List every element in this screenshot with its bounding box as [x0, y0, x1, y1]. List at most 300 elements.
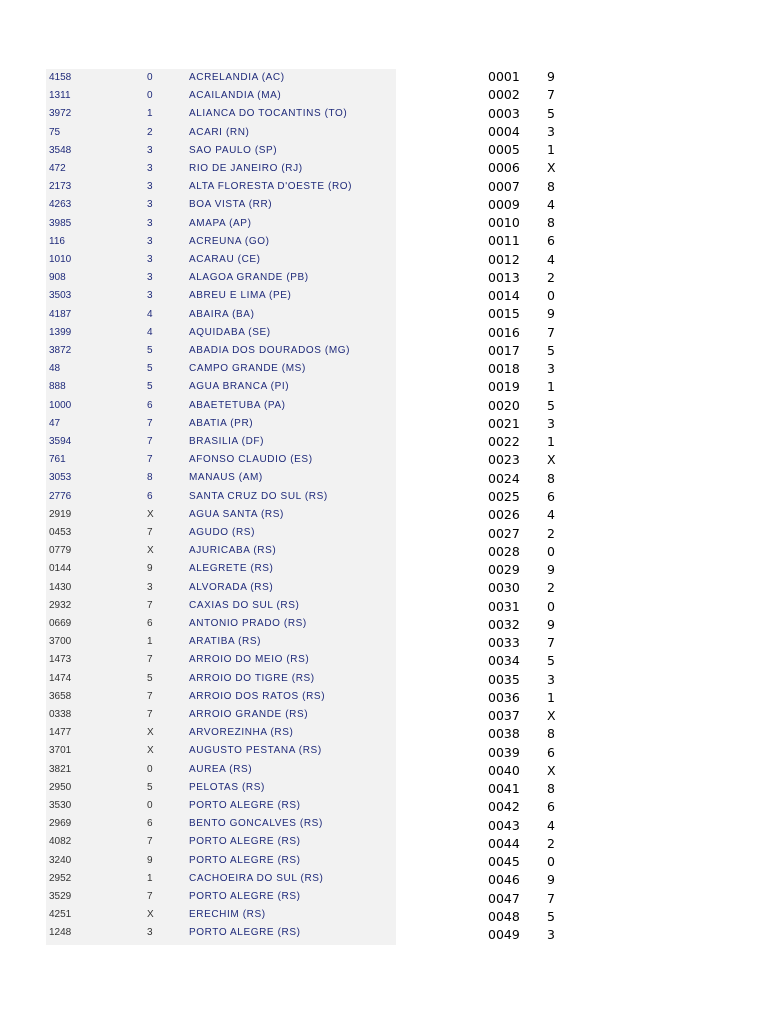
check-digit: 7: [147, 599, 153, 611]
check-digit: 0: [147, 72, 153, 83]
sequence-number: 0043: [488, 817, 520, 833]
city-name: ALIANCA DO TOCANTINS (TO): [189, 108, 348, 120]
table-row: [46, 196, 396, 214]
list-item: [488, 908, 588, 926]
municipality-code: 48: [49, 363, 61, 375]
list-item: [488, 835, 588, 853]
sequence-number: 0027: [488, 525, 520, 541]
city-name: AFONSO CLAUDIO (ES): [189, 454, 313, 466]
table-row: [46, 451, 396, 469]
list-item: [488, 798, 588, 816]
sequence-number: 0034: [488, 653, 520, 669]
municipality-code: 2173: [49, 181, 72, 193]
municipality-code: 1000: [49, 399, 72, 411]
table-row: [46, 397, 396, 415]
sequence-number: 0045: [488, 854, 520, 870]
sequence-number: 0031: [488, 598, 520, 614]
city-name: PORTO ALEGRE (RS): [189, 927, 301, 939]
check-digit: 3: [147, 927, 153, 939]
check-digit: 5: [547, 397, 555, 413]
check-digit: 9: [147, 854, 153, 866]
check-digit: 1: [547, 434, 555, 450]
list-item: [488, 890, 588, 908]
municipality-code: 2950: [49, 781, 72, 793]
table-row: [46, 633, 396, 651]
city-name: AUGUSTO PESTANA (RS): [189, 745, 322, 757]
city-name: ARROIO GRANDE (RS): [189, 709, 309, 720]
municipality-code: 4158: [49, 72, 72, 83]
municipality-code: 3503: [49, 290, 72, 302]
list-item: [488, 470, 588, 488]
table-row: [46, 870, 396, 888]
sequence-number: 0014: [488, 288, 520, 304]
check-digit: X: [147, 727, 154, 739]
city-name: RIO DE JANEIRO (RJ): [189, 163, 303, 174]
city-name: ERECHIM (RS): [189, 909, 266, 921]
check-digit: 1: [147, 872, 153, 884]
check-digit: 3: [147, 144, 153, 156]
check-digit: 7: [547, 324, 555, 340]
check-digit: 3: [147, 290, 153, 302]
check-digit: 3: [147, 217, 153, 229]
list-item: [488, 415, 588, 433]
sequence-number: 0039: [488, 744, 520, 760]
list-item: [488, 269, 588, 287]
list-item: [488, 178, 588, 196]
sequence-number: 0006: [488, 160, 520, 176]
check-digit: 5: [147, 781, 153, 793]
municipality-code: 3700: [49, 636, 72, 648]
list-item: [488, 725, 588, 743]
check-digit: 0: [547, 854, 555, 870]
city-name: PELOTAS (RS): [189, 781, 265, 793]
table-row: [46, 688, 396, 706]
check-digit: 3: [547, 123, 555, 139]
check-digit: 0: [547, 543, 555, 559]
table-row: [46, 852, 396, 870]
city-name: ABADIA DOS DOURADOS (MG): [189, 345, 351, 356]
check-digit: 3: [547, 927, 555, 943]
municipality-code: 3701: [49, 745, 72, 757]
list-item: [488, 488, 588, 506]
check-digit: 4: [547, 817, 555, 833]
city-name: ARROIO DOS RATOS (RS): [189, 690, 326, 702]
check-digit: 6: [147, 818, 153, 830]
sequence-number: 0032: [488, 616, 520, 632]
table-row: [46, 342, 396, 360]
municipality-code: 3594: [49, 436, 72, 447]
check-digit: 9: [547, 616, 555, 632]
table-row: [46, 160, 396, 178]
list-item: [488, 451, 588, 469]
list-item: [488, 305, 588, 323]
check-digit: 0: [147, 800, 153, 811]
city-name: PORTO ALEGRE (RS): [189, 836, 301, 848]
city-code-table: [46, 69, 396, 945]
check-digit: 4: [547, 196, 555, 212]
municipality-code: 888: [49, 381, 66, 393]
table-row: [46, 542, 396, 560]
list-item: [488, 196, 588, 214]
sequence-number: 0047: [488, 890, 520, 906]
city-name: BRASILIA (DF): [189, 436, 265, 447]
sequence-number: 0016: [488, 324, 520, 340]
list-item: [488, 378, 588, 396]
table-row: [46, 597, 396, 615]
city-name: CAMPO GRANDE (MS): [189, 363, 306, 375]
list-item: [488, 671, 588, 689]
check-digit: 6: [147, 399, 153, 411]
check-digit: 9: [547, 306, 555, 322]
check-digit: 3: [547, 671, 555, 687]
list-item: [488, 707, 588, 725]
check-digit: 1: [547, 379, 555, 395]
list-item: [488, 360, 588, 378]
city-name: ABREU E LIMA (PE): [189, 290, 292, 302]
table-row: [46, 269, 396, 287]
table-row: [46, 779, 396, 797]
sequence-number: 0001: [488, 69, 520, 84]
check-digit: 9: [547, 562, 555, 578]
list-item: [488, 214, 588, 232]
city-name: ACAILANDIA (MA): [189, 90, 282, 102]
check-digit: 4: [147, 326, 153, 338]
list-item: [488, 251, 588, 269]
table-row: [46, 506, 396, 524]
table-row: [46, 378, 396, 396]
sequence-number: 0005: [488, 142, 520, 158]
check-digit: 6: [547, 233, 555, 249]
check-digit: 1: [547, 689, 555, 705]
sequence-number: 0041: [488, 781, 520, 797]
list-item: [488, 324, 588, 342]
sequence-number: 0036: [488, 689, 520, 705]
sequence-number: 0003: [488, 105, 520, 121]
sequence-number: 0019: [488, 379, 520, 395]
list-item: [488, 652, 588, 670]
check-digit: 9: [547, 69, 555, 84]
check-digit: 1: [147, 636, 153, 648]
sequence-number: 0044: [488, 835, 520, 851]
check-digit: 8: [547, 178, 555, 194]
check-digit: 6: [547, 799, 555, 815]
sequence-number: 0020: [488, 397, 520, 413]
table-row: [46, 87, 396, 105]
municipality-code: 1010: [49, 254, 72, 265]
sequence-number: 0029: [488, 562, 520, 578]
municipality-code: 761: [49, 454, 66, 466]
sequence-number: 0025: [488, 488, 520, 504]
sequence-number: 0028: [488, 543, 520, 559]
check-digit: 6: [547, 488, 555, 504]
city-name: ALAGOA GRANDE (PB): [189, 272, 309, 284]
city-name: BENTO GONCALVES (RS): [189, 818, 323, 830]
check-digit: 7: [147, 417, 153, 429]
city-name: ABAIRA (BA): [189, 308, 255, 320]
list-item: [488, 342, 588, 360]
table-row: [46, 142, 396, 160]
table-row: [46, 415, 396, 433]
table-row: [46, 706, 396, 724]
check-digit: 7: [147, 654, 153, 666]
list-item: [488, 871, 588, 889]
municipality-code: 0779: [49, 545, 72, 557]
table-row: [46, 560, 396, 578]
check-digit: 1: [547, 142, 555, 158]
table-row: [46, 360, 396, 378]
municipality-code: 3658: [49, 690, 72, 702]
table-row: [46, 233, 396, 251]
check-digit: 3: [147, 199, 153, 211]
check-digit: 7: [147, 891, 153, 902]
city-name: ACARAU (CE): [189, 254, 261, 265]
table-row: [46, 124, 396, 142]
sequence-number: 0018: [488, 361, 520, 377]
sequence-number: 0017: [488, 342, 520, 358]
check-digit: 2: [147, 126, 153, 138]
sequence-number: 0009: [488, 196, 520, 212]
sequence-number: 0038: [488, 726, 520, 742]
list-item: [488, 762, 588, 780]
table-row: [46, 761, 396, 779]
check-digit: X: [547, 708, 556, 724]
sequence-number: 0015: [488, 306, 520, 322]
municipality-code: 3240: [49, 854, 72, 866]
table-row: [46, 488, 396, 506]
municipality-code: 1311: [49, 90, 71, 102]
check-digit: 8: [147, 472, 153, 484]
check-digit: 7: [547, 635, 555, 651]
check-digit: 6: [147, 618, 153, 629]
check-digit: 2: [547, 525, 555, 541]
municipality-code: 3972: [49, 108, 72, 120]
municipality-code: 2969: [49, 818, 72, 830]
city-name: CACHOEIRA DO SUL (RS): [189, 872, 324, 884]
list-item: [488, 232, 588, 250]
list-item: [488, 634, 588, 652]
city-name: ABATIA (PR): [189, 417, 254, 429]
city-name: ALVORADA (RS): [189, 581, 274, 593]
city-name: ACREUNA (GO): [189, 235, 270, 247]
check-digit: 7: [147, 690, 153, 702]
check-digit: 1: [147, 108, 153, 120]
municipality-code: 3985: [49, 217, 72, 229]
check-digit: 6: [147, 490, 153, 502]
list-item: [488, 616, 588, 634]
table-row: [46, 215, 396, 233]
city-name: ACARI (RN): [189, 126, 250, 138]
sequence-number: 0022: [488, 434, 520, 450]
city-name: SANTA CRUZ DO SUL (RS): [189, 490, 328, 502]
municipality-code: 4263: [49, 199, 72, 211]
table-row: [46, 251, 396, 269]
city-name: ARVOREZINHA (RS): [189, 727, 294, 739]
list-item: [488, 68, 588, 86]
table-row: [46, 924, 396, 942]
table-row: [46, 579, 396, 597]
list-item: [488, 287, 588, 305]
check-digit: X: [547, 762, 556, 778]
check-digit: 5: [547, 908, 555, 924]
table-row: [46, 524, 396, 542]
table-row: [46, 906, 396, 924]
municipality-code: 0669: [49, 618, 72, 629]
table-row: [46, 651, 396, 669]
sequence-number: 0037: [488, 708, 520, 724]
list-item: [488, 397, 588, 415]
table-row: [46, 105, 396, 123]
check-digit: 0: [147, 90, 153, 102]
check-digit: 2: [547, 835, 555, 851]
sequence-number: 0035: [488, 671, 520, 687]
municipality-code: 908: [49, 272, 66, 284]
municipality-code: 3053: [49, 472, 72, 484]
city-name: AMAPA (AP): [189, 217, 252, 229]
check-digit: 6: [547, 744, 555, 760]
check-digit: 8: [547, 726, 555, 742]
check-digit: 5: [547, 105, 555, 121]
municipality-code: 0144: [49, 563, 72, 575]
table-row: [46, 615, 396, 633]
list-item: [488, 744, 588, 762]
check-digit: 2: [547, 269, 555, 285]
city-name: ARATIBA (RS): [189, 636, 262, 648]
municipality-code: 2952: [49, 872, 72, 884]
check-digit: 7: [547, 890, 555, 906]
sequence-number: 0030: [488, 580, 520, 596]
sequence-number: 0002: [488, 87, 520, 103]
check-digit: 3: [147, 163, 153, 174]
table-row: [46, 797, 396, 815]
check-digit: 7: [147, 436, 153, 447]
list-item: [488, 926, 588, 944]
check-digit: 7: [547, 87, 555, 103]
check-digit: X: [547, 160, 556, 176]
list-item: [488, 123, 588, 141]
sequence-number: 0046: [488, 872, 520, 888]
city-name: AJURICABA (RS): [189, 545, 277, 557]
sequence-number: 0026: [488, 507, 520, 523]
city-name: BOA VISTA (RR): [189, 199, 273, 211]
list-item: [488, 525, 588, 543]
sequence-number: 0024: [488, 470, 520, 486]
check-digit: 3: [147, 181, 153, 193]
sequence-number: 0042: [488, 799, 520, 815]
city-name: CAXIAS DO SUL (RS): [189, 599, 300, 611]
table-row: [46, 178, 396, 196]
city-name: PORTO ALEGRE (RS): [189, 891, 301, 902]
check-digit: 7: [147, 454, 153, 466]
city-name: ARROIO DO MEIO (RS): [189, 654, 310, 666]
list-item: [488, 561, 588, 579]
check-digit: 3: [547, 361, 555, 377]
check-digit: 0: [547, 598, 555, 614]
check-digit: X: [147, 745, 154, 757]
sequence-number: 0049: [488, 927, 520, 943]
municipality-code: 1430: [49, 581, 72, 593]
city-name: ANTONIO PRADO (RS): [189, 618, 307, 629]
municipality-code: 1473: [49, 654, 72, 666]
check-digit: 7: [147, 836, 153, 848]
check-digit: 2: [547, 580, 555, 596]
city-name: ALEGRETE (RS): [189, 563, 274, 575]
sequence-number: 0040: [488, 762, 520, 778]
check-digit: 7: [147, 527, 153, 538]
list-item: [488, 689, 588, 707]
municipality-code: 3530: [49, 800, 72, 811]
table-row: [46, 742, 396, 760]
table-row: [46, 69, 396, 87]
check-digit: 3: [547, 415, 555, 431]
city-name: AGUA BRANCA (PI): [189, 381, 290, 393]
list-item: [488, 543, 588, 561]
table-row: [46, 888, 396, 906]
check-digit: X: [147, 508, 154, 520]
list-item: [488, 159, 588, 177]
list-item: [488, 433, 588, 451]
municipality-code: 1248: [49, 927, 72, 939]
municipality-code: 0453: [49, 527, 72, 538]
check-digit: 5: [547, 653, 555, 669]
city-name: AUREA (RS): [189, 763, 253, 775]
municipality-code: 2919: [49, 508, 72, 520]
sequence-number: 0023: [488, 452, 520, 468]
check-digit: 5: [147, 672, 153, 684]
city-name: SAO PAULO (SP): [189, 144, 278, 156]
municipality-code: 4251: [49, 909, 72, 921]
sequence-number: 0048: [488, 908, 520, 924]
municipality-code: 3821: [49, 763, 72, 775]
check-digit: 8: [547, 470, 555, 486]
city-name: ARROIO DO TIGRE (RS): [189, 672, 315, 684]
sequence-number: 0004: [488, 123, 520, 139]
sequence-number: 0033: [488, 635, 520, 651]
municipality-code: 2932: [49, 599, 72, 611]
list-item: [488, 817, 588, 835]
check-digit: X: [147, 545, 154, 557]
check-digit: 7: [147, 709, 153, 720]
sequence-number: 0007: [488, 178, 520, 194]
check-digit: 3: [147, 254, 153, 265]
list-item: [488, 141, 588, 159]
check-digit: X: [147, 909, 154, 921]
list-item: [488, 598, 588, 616]
municipality-code: 75: [49, 126, 61, 138]
check-digit: 0: [147, 763, 153, 775]
municipality-code: 4187: [49, 308, 72, 320]
check-digit: 3: [147, 581, 153, 593]
table-row: [46, 306, 396, 324]
municipality-code: 1399: [49, 326, 72, 338]
check-digit: 8: [547, 215, 555, 231]
city-name: AQUIDABA (SE): [189, 326, 271, 338]
municipality-code: 3872: [49, 345, 72, 356]
city-name: AGUA SANTA (RS): [189, 508, 284, 520]
table-row: [46, 324, 396, 342]
check-digit: 8: [547, 781, 555, 797]
table-row: [46, 670, 396, 688]
list-item: [488, 579, 588, 597]
municipality-code: 2776: [49, 490, 72, 502]
list-item: [488, 86, 588, 104]
municipality-code: 3529: [49, 891, 72, 902]
table-row: [46, 724, 396, 742]
check-digit: 4: [547, 251, 555, 267]
table-row: [46, 433, 396, 451]
sequence-number: 0021: [488, 415, 520, 431]
city-name: PORTO ALEGRE (RS): [189, 854, 301, 866]
municipality-code: 4082: [49, 836, 72, 848]
